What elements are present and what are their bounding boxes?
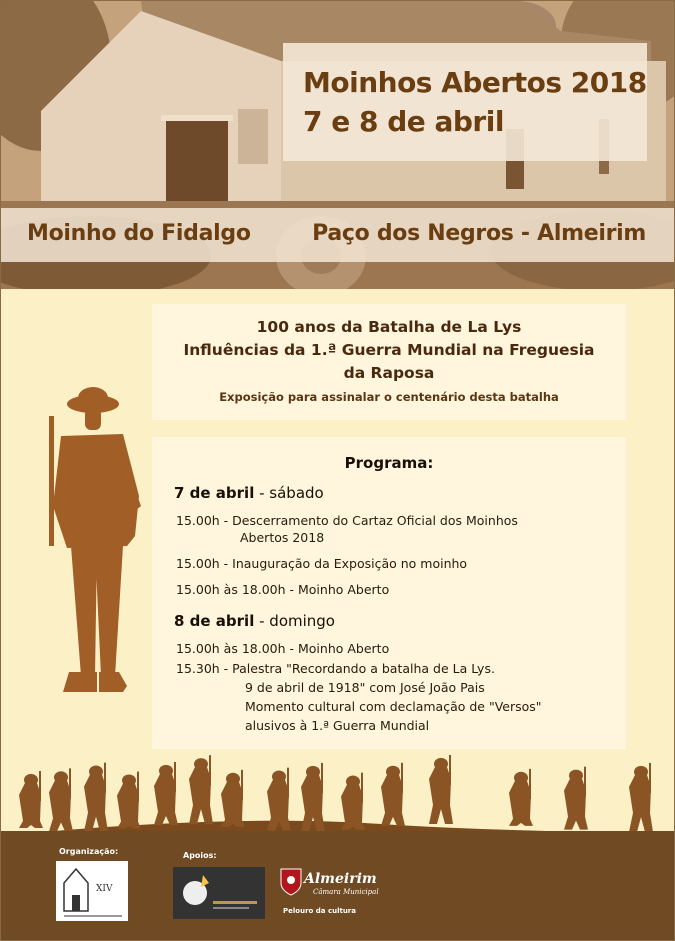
organizer-logo-icon — [56, 861, 128, 921]
location-place: Paço dos Negros - Almeirim — [312, 221, 646, 246]
rifle-icon — [584, 767, 586, 797]
title-box — [283, 43, 647, 161]
day1-weekday: - sábado — [254, 484, 324, 502]
day2-date: 8 de abril — [174, 612, 255, 630]
info-heading: 100 anos da Batalha de La Lys — [256, 318, 522, 336]
rifle-icon — [449, 755, 451, 785]
program-item-cont: 9 de abril de 1918" com José João Pais — [245, 680, 485, 695]
program-title: Programa: — [344, 454, 434, 472]
sponsor-logo-windmills — [173, 867, 265, 919]
soldier-silhouette-icon — [31, 386, 146, 706]
almeirim-crest-icon — [279, 867, 303, 897]
program-item-cont: alusivos à 1.ª Guerra Mundial — [245, 718, 430, 733]
rifle-icon — [69, 768, 71, 798]
mill-photo — [1, 1, 675, 289]
rifle-icon — [321, 763, 323, 793]
rifle-icon — [174, 762, 176, 792]
rifle-icon — [104, 763, 106, 793]
organizer-logo — [56, 861, 128, 921]
organizacao-label: Organização: — [59, 847, 119, 856]
rifle-icon — [287, 768, 289, 798]
rifle-icon — [649, 763, 651, 793]
program-item: 15.00h às 18.00h - Moinho Aberto — [176, 582, 390, 597]
rifle-icon — [209, 755, 211, 785]
svg-text:XIV: XIV — [96, 884, 113, 894]
exhibition-info-box — [152, 304, 626, 420]
program-item-cont: Abertos 2018 — [240, 530, 325, 545]
info-note: Exposição para assinalar o centenário desta batalha — [219, 390, 559, 404]
program-item: 15.00h - Descerramento do Cartaz Oficial dos Moinhos — [176, 513, 518, 528]
program-box — [152, 437, 626, 749]
rifle-icon — [241, 770, 243, 800]
program-item-cont: Momento cultural com declamação de "Versos" — [245, 699, 542, 714]
rifle-icon — [529, 769, 531, 799]
rifle-icon — [137, 772, 139, 802]
info-subheading-cont: da Raposa — [343, 364, 435, 382]
location-mill: Moinho do Fidalgo — [27, 221, 251, 246]
pelouro-label: Pelouro da cultura — [283, 907, 356, 915]
program-item: 15.30h - Palestra "Recordando a batalha de La Lys. — [176, 661, 495, 676]
program-item: 15.00h às 18.00h - Moinho Aberto — [176, 641, 390, 656]
event-dates: 7 e 8 de abril — [303, 105, 504, 138]
day1-date: 7 de abril — [174, 484, 255, 502]
event-title: Moinhos Abertos 2018 — [303, 66, 647, 99]
almeirim-logo-sub: Câmara Municipal — [313, 888, 379, 896]
rifle-icon — [401, 763, 403, 793]
rifle-icon — [39, 771, 41, 801]
rifle-icon — [361, 773, 363, 803]
program-item: 15.00h - Inauguração da Exposição no moinho — [176, 556, 468, 571]
day2-header — [174, 612, 335, 630]
info-subheading: Influências da 1.ª Guerra Mundial na Freguesia — [183, 341, 595, 359]
location-band — [1, 208, 675, 262]
day2-weekday: - domingo — [254, 612, 335, 630]
apoios-label: Apoios: — [183, 851, 217, 860]
windmill-network-logo-icon — [173, 867, 265, 919]
day1-header — [174, 484, 324, 502]
almeirim-logo-name: Almeirim — [304, 871, 377, 887]
